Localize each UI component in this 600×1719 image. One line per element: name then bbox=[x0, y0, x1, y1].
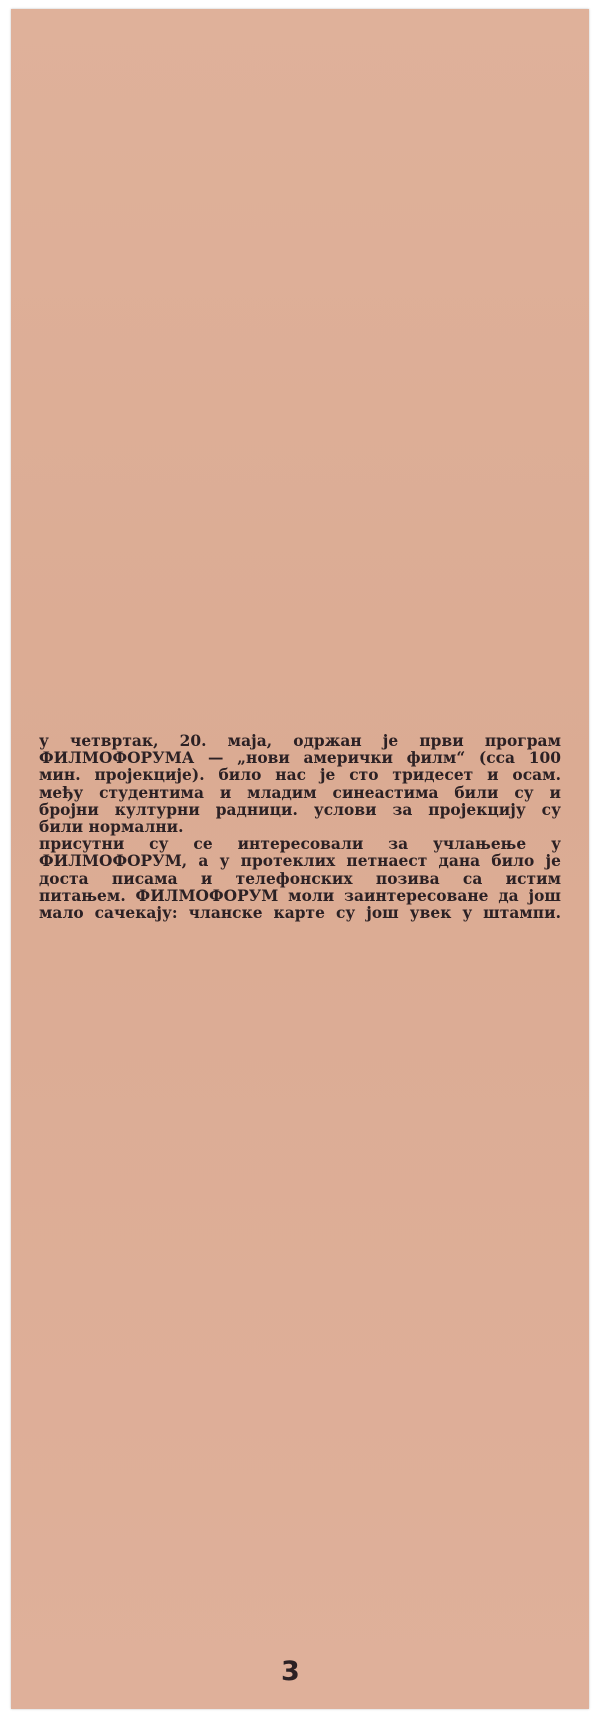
text-line: доста писама и телефонских позива са истим bbox=[39, 869, 561, 888]
text-line: били нормални. bbox=[39, 818, 184, 837]
text-line: мало сачекају: чланске карте су још увек у штампи. bbox=[39, 904, 561, 923]
text-line: мин. пројекције). било нас је сто тридесет и осам. bbox=[39, 766, 561, 785]
page-number: 3 bbox=[281, 1656, 300, 1687]
text-line: ФИЛМОФОРУМ, а у протеклих петнаест дана било је bbox=[39, 852, 561, 871]
text-line: у четвртак, 20. маја, одржан је први програм bbox=[39, 732, 561, 750]
paragraph-2 bbox=[39, 836, 561, 922]
text-line: питањем. ФИЛМОФОРУМ моли заинтересоване да још bbox=[39, 886, 561, 905]
paragraph-1 bbox=[39, 733, 561, 836]
document-page bbox=[11, 9, 589, 1709]
text-line: међу студентима и младим синеастима били су и bbox=[39, 783, 561, 802]
body-text bbox=[39, 733, 561, 922]
text-line: присутни су се интересовали за учлањење у bbox=[39, 835, 561, 854]
text-line: ФИЛМОФОРУМА — „нови амерички филм“ (сса 100 bbox=[39, 749, 561, 768]
text-line: бројни културни радници. услови за пројекцију су bbox=[39, 800, 561, 819]
